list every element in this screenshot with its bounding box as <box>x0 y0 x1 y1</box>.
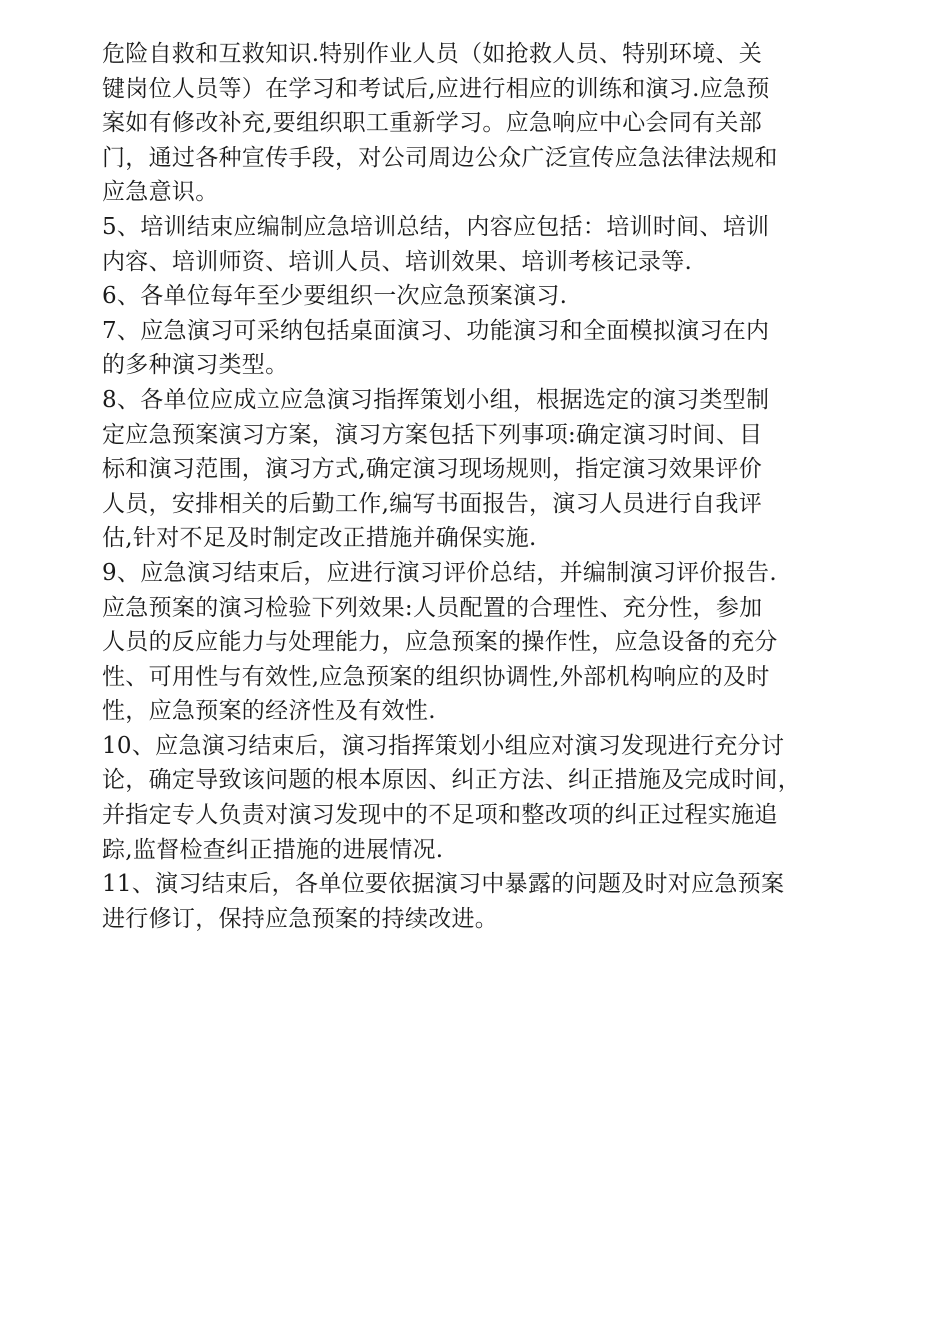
text-line: 6、各单位每年至少要组织一次应急预案演习. <box>102 283 568 310</box>
text-line: 并指定专人负责对演习发现中的不足项和整改项的纠正过程实施追 <box>102 802 778 829</box>
text-line: 估,针对不足及时制定改正措施并确保实施. <box>102 525 537 552</box>
text-line: 案如有修改补充,要组织职工重新学习。应急响应中心会同有关部 <box>102 110 763 137</box>
text-line: 9、应急演习结束后，应进行演习评价总结，并编制演习评价报告. <box>102 559 777 586</box>
text-line: 11、演习结束后，各单位要依据演习中暴露的问题及时对应急预案 <box>102 871 785 898</box>
text-line: 标和演习范围，演习方式,确定演习现场规则，指定演习效果评价 <box>102 456 763 483</box>
text-line: 人员，安排相关的后勤工作,编写书面报告，演习人员进行自我评 <box>102 490 763 517</box>
text-line: 踪,监督检查纠正措施的进展情况. <box>102 836 444 863</box>
text-line: 性、可用性与有效性,应急预案的组织协调性,外部机构响应的及时 <box>102 663 770 690</box>
text-line: 人员的反应能力与处理能力，应急预案的操作性，应急设备的充分 <box>102 629 778 656</box>
text-line: 键岗位人员等）在学习和考试后,应进行相应的训练和演习.应急预 <box>102 75 770 102</box>
text-line: 8、各单位应成立应急演习指挥策划小组，根据选定的演习类型制 <box>102 386 770 413</box>
text-line: 性，应急预案的经济性及有效性. <box>102 698 436 725</box>
text-line: 的多种演习类型。 <box>102 352 289 379</box>
text-line: 应急意识。 <box>102 179 219 206</box>
text-line: 定应急预案演习方案，演习方案包括下列事项:确定演习时间、目 <box>102 421 763 448</box>
document-body <box>102 37 862 936</box>
text-line: 7、应急演习可采纳包括桌面演习、功能演习和全面模拟演习在内 <box>102 317 770 344</box>
text-line: 进行修订，保持应急预案的持续改进。 <box>102 905 499 932</box>
text-line: 10、应急演习结束后，演习指挥策划小组应对演习发现进行充分讨 <box>102 732 785 759</box>
text-line: 内容、培训师资、培训人员、培训效果、培训考核记录等. <box>102 248 693 275</box>
text-line: 危险自救和互救知识.特别作业人员（如抢救人员、特别环境、关 <box>102 41 763 67</box>
text-line: 门，通过各种宣传手段，对公司周边公众广泛宣传应急法律法规和 <box>102 144 778 171</box>
text-line: 论，确定导致该问题的根本原因、纠正方法、纠正措施及完成时间， <box>102 767 801 794</box>
text-line: 5、培训结束应编制应急培训总结，内容应包括：培训时间、培训 <box>102 213 770 240</box>
text-line: 应急预案的演习检验下列效果:人员配置的合理性、充分性，参加 <box>102 594 763 621</box>
